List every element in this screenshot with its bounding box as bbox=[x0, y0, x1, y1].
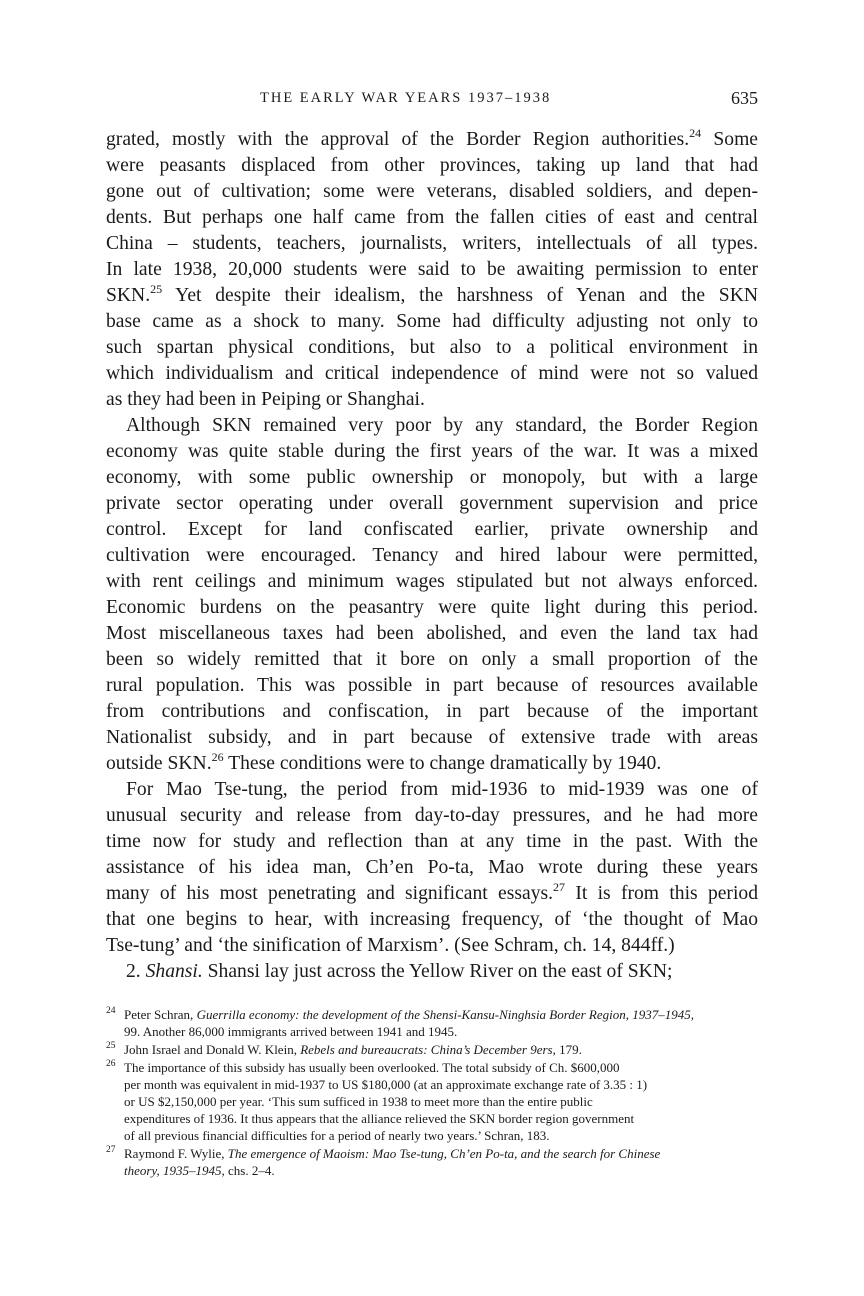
text-line: Most miscellaneous taxes had been abolished, and even the land tax had bbox=[106, 623, 758, 644]
paragraph-3 bbox=[106, 777, 758, 959]
text-line: dents. But perhaps one half came from the fallen cities of east and central bbox=[106, 207, 758, 228]
text-line: Although SKN remained very poor by any standard, the Border Region bbox=[126, 415, 758, 436]
footnote-ref-26[interactable]: 26 bbox=[211, 750, 224, 764]
text-line: control. Except for land confiscated earlier, private ownership and bbox=[106, 519, 758, 540]
text-line: many of his most penetrating and significant essays.$^{27}$ It is from this period bbox=[106, 880, 758, 904]
footnote-mark: 25 bbox=[106, 1041, 116, 1051]
text-line: In late 1938, 20,000 students were said to be awaiting permission to enter bbox=[106, 259, 758, 280]
footnote-mark: 27 bbox=[106, 1145, 116, 1155]
text-line: that one begins to hear, with increasing frequency, of ‘the thought of Mao bbox=[106, 909, 758, 930]
text-line: Economic burdens on the peasantry were quite light during this period. bbox=[106, 597, 758, 618]
text-line: as they had been in Peiping or Shanghai. bbox=[106, 389, 425, 410]
text-line: rural population. This was possible in part because of resources available bbox=[106, 675, 758, 696]
footnote-line: or US $2,150,000 per year. ‘This sum sufficed in 1938 to meet more than the entire public bbox=[124, 1094, 593, 1109]
text-line: been so widely remitted that it bore on only a small proportion of the bbox=[106, 649, 758, 670]
running-title: THE EARLY WAR YEARS 1937–1938 bbox=[260, 90, 552, 106]
footnote-line: theory, 1935–1945, chs. 2–4. bbox=[124, 1163, 275, 1178]
footnote-27 bbox=[106, 1145, 758, 1179]
text-line: China – students, teachers, journalists, writers, intellectuals of all types. bbox=[106, 233, 758, 254]
running-head bbox=[106, 90, 758, 114]
footnote-26 bbox=[106, 1059, 758, 1144]
footnote-line: expenditures of 1936. It thus appears that the alliance relieved the SKN border region government bbox=[124, 1111, 635, 1126]
footnote-line: Peter Schran, Guerrilla economy: the development of the Shensi-Kansu-Ninghsia Border Region, 1937–1945, bbox=[124, 1007, 694, 1022]
text-line: from contributions and confiscation, in part because of the important bbox=[106, 701, 758, 722]
footnote-line: per month was equivalent in mid-1937 to US $180,000 (at an approximate exchange rate of 3.35 : 1) bbox=[124, 1077, 648, 1092]
paragraph-4 bbox=[106, 959, 758, 985]
footnote-ref-24[interactable]: 24 bbox=[689, 126, 702, 140]
body-text bbox=[106, 127, 758, 985]
footnote-mark: 26 bbox=[106, 1059, 116, 1069]
footnote-ref-25[interactable]: 25 bbox=[150, 282, 163, 296]
text-line: SKN.$^{25}$ Yet despite their idealism, the harshness of Yenan and the SKN bbox=[106, 282, 758, 306]
text-line: base came as a shock to many. Some had difficulty adjusting not only to bbox=[106, 311, 758, 332]
footnote-mark: 24 bbox=[106, 1006, 116, 1016]
text-line: time now for study and reflection than at any time in the past. With the bbox=[106, 831, 758, 852]
text-line: gone out of cultivation; some were veterans, disabled soldiers, and depen- bbox=[106, 181, 758, 202]
text-line: economy, with some public ownership or monopoly, but with a large bbox=[106, 467, 758, 488]
section-heading-line: 2. Shansi. Shansi lay just across the Yellow River on the east of SKN; bbox=[126, 961, 673, 982]
page-number: 635 bbox=[731, 88, 758, 108]
paragraph-2 bbox=[106, 413, 758, 777]
text-line: unusual security and release from day-to-day pressures, and he had more bbox=[106, 805, 758, 826]
text-line: with rent ceilings and minimum wages stipulated but not always enforced. bbox=[106, 571, 758, 592]
footnote-line: 99. Another 86,000 immigrants arrived between 1941 and 1945. bbox=[124, 1024, 458, 1039]
text-line: were peasants displaced from other provinces, taking up land that had bbox=[106, 155, 758, 176]
footnotes bbox=[106, 1006, 758, 1180]
text-line: outside SKN.$^{26}$ These conditions were to change dramatically by 1940. bbox=[106, 750, 662, 774]
text-line: For Mao Tse-tung, the period from mid-1936 to mid-1939 was one of bbox=[126, 779, 758, 800]
text-line: which individualism and critical independence of mind were not so valued bbox=[106, 363, 758, 384]
footnote-ref-27[interactable]: 27 bbox=[553, 880, 566, 894]
text-line: grated, mostly with the approval of the Border Region authorities.$^{24}$ Some bbox=[106, 126, 759, 150]
footnote-line: Raymond F. Wylie, The emergence of Maoism: Mao Tse-tung, Ch’en Po-ta, and the search for Chinese bbox=[124, 1146, 661, 1161]
text-line: economy was quite stable during the first years of the war. It was a mixed bbox=[106, 441, 758, 462]
footnote-25 bbox=[106, 1041, 758, 1058]
section-heading: Shansi. bbox=[145, 961, 203, 982]
text-line: assistance of his idea man, Ch’en Po-ta, Mao wrote during these years bbox=[106, 857, 758, 878]
footnote-line: The importance of this subsidy has usually been overlooked. The total subsidy of Ch. $600,000 bbox=[124, 1060, 620, 1075]
text-line: such spartan physical conditions, but also to a political environment in bbox=[106, 337, 758, 358]
footnote-line: John Israel and Donald W. Klein, Rebels and bureaucrats: China’s December 9ers, 179. bbox=[124, 1042, 582, 1057]
footnote-line: of all previous financial difficulties for a period of nearly two years.’ Schran, 183. bbox=[124, 1128, 550, 1143]
section-number: 2. bbox=[126, 961, 146, 982]
text-line: Tse-tung’ and ‘the sinification of Marxism’. (See Schram, ch. 14, 844ff.) bbox=[106, 935, 675, 956]
footnote-24 bbox=[106, 1006, 758, 1040]
text-line: cultivation were encouraged. Tenancy and hired labour were permitted, bbox=[106, 545, 758, 566]
paragraph-1 bbox=[106, 127, 758, 413]
text-line: private sector operating under overall government supervision and price bbox=[106, 493, 758, 514]
text-line: Nationalist subsidy, and in part because of extensive trade with areas bbox=[106, 727, 758, 748]
